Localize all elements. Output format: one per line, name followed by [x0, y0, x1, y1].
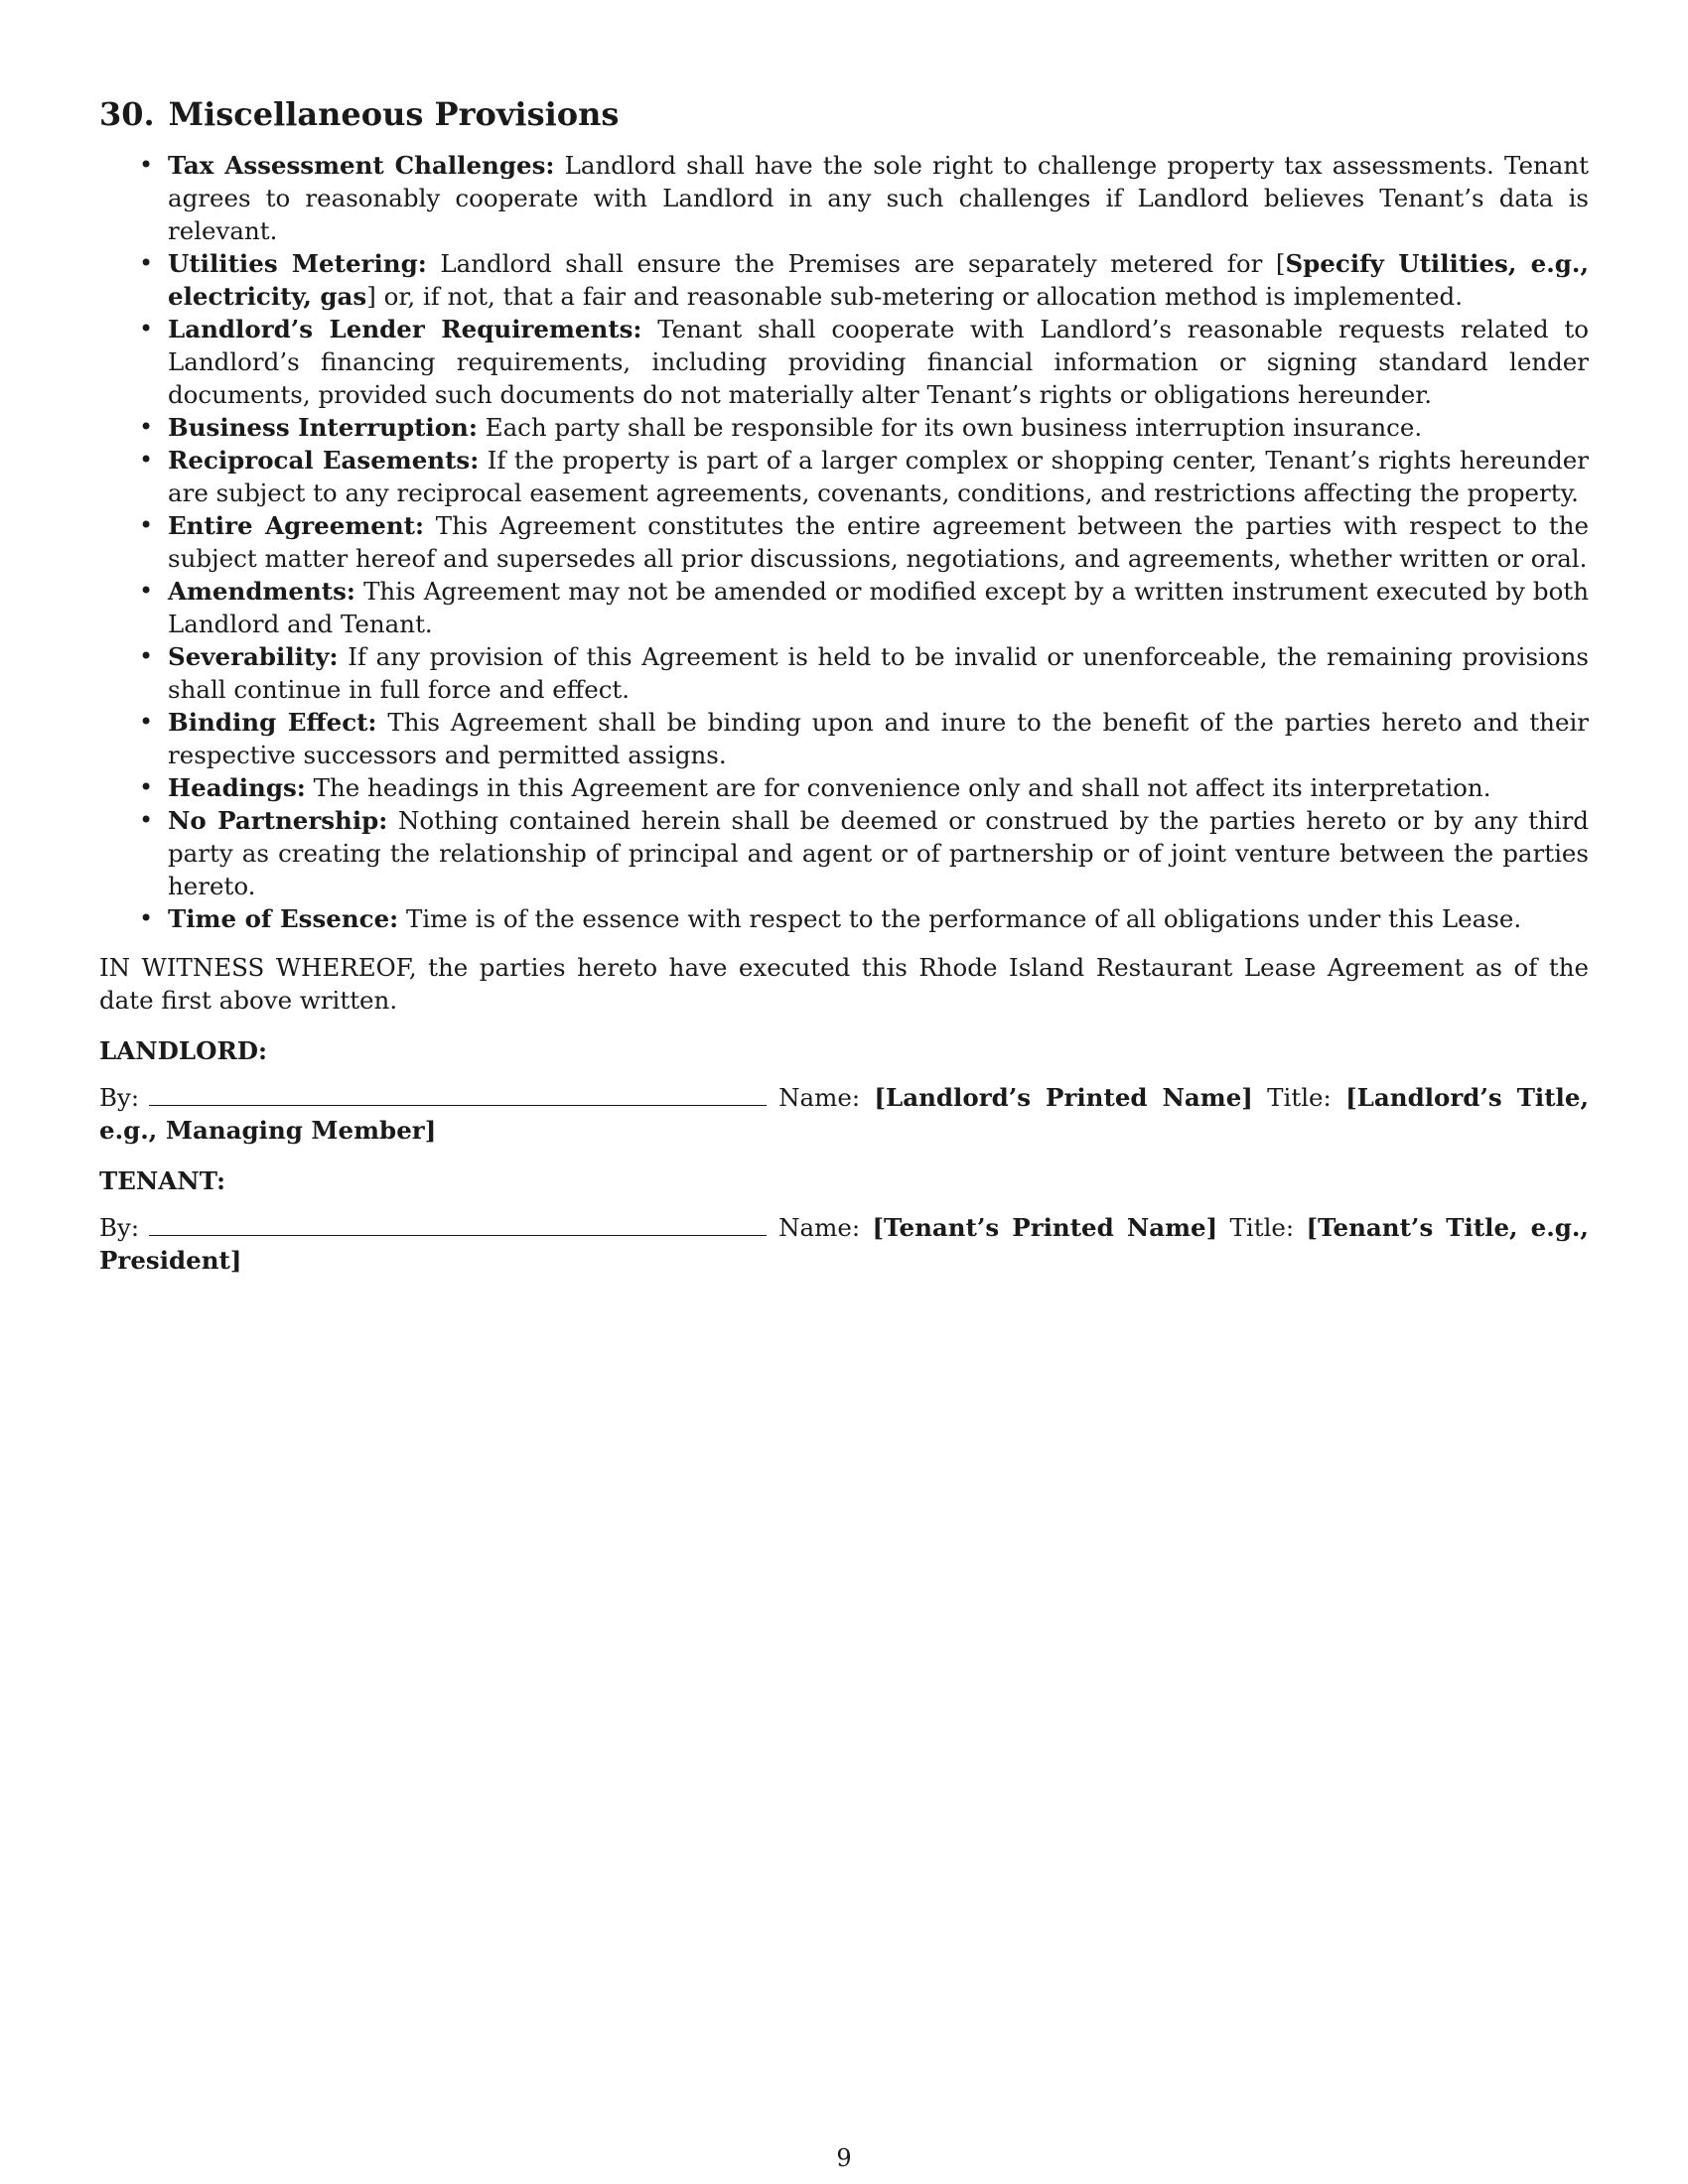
provision-text: If any provision of this Agreement is held to be invalid or unenforceable, the remaining provisions shall continue in full force and effect.: [168, 642, 1589, 705]
tenant-signature-block: [99, 1211, 1589, 1277]
provision-text: Tenant shall cooperate with Landlord’s reasonable requests related to Landlord’s financing requirements, including providing financial information or signing standard lender documents, provided such documents do not materially alter Tenant’s rights or obligations hereunder.: [168, 315, 1589, 410]
provision-label: Binding Effect:: [168, 708, 377, 738]
provision-text: If the property is part of a larger complex or shopping center, Tenant’s rights hereunder are subject to any reciprocal easement agreements, covenants, conditions, and restrictions affecting the property.: [168, 446, 1589, 508]
landlord-title-value: [Landlord’s Title, e.g., Managing Member]: [99, 1083, 1589, 1146]
tenant-signature-line[interactable]: [149, 1213, 767, 1236]
bullet-icon: •: [139, 446, 154, 475]
bullet-icon: •: [139, 413, 154, 442]
provision-text: This Agreement shall be binding upon and inure to the benefit of the parties hereto and their respective successors and permitted assigns.: [168, 708, 1589, 770]
landlord-heading: LANDLORD:: [99, 1036, 268, 1066]
bullet-icon: •: [139, 642, 154, 671]
provision-entire-agreement: [99, 509, 1589, 575]
provisions-list: [99, 149, 1589, 935]
provision-lender-requirements: [99, 313, 1589, 411]
provision-no-partnership: [99, 804, 1589, 902]
provision-text: This Agreement constitutes the entire agreement between the parties with respect to the subject matter hereof and supersedes all prior discussions, negotiations, and agreements, whether written or oral.: [168, 511, 1590, 574]
provision-headings: [99, 771, 1589, 804]
provision-text: Landlord shall ensure the Premises are separately metered for [: [426, 249, 1286, 279]
provision-reciprocal-easements: [99, 444, 1589, 509]
landlord-name-label: Name:: [778, 1083, 861, 1113]
provision-text: Nothing contained herein shall be deemed or construed by the parties hereto or by any third party as creating the relationship of principal and agent or of partnership or of joint venture between the parties hereto.: [168, 806, 1589, 901]
bullet-icon: •: [139, 249, 154, 278]
tenant-title-value: [Tenant’s Title, e.g., President]: [99, 1213, 1589, 1276]
provision-label: Landlord’s Lender Requirements:: [168, 315, 642, 344]
provision-label: Business Interruption:: [168, 413, 478, 443]
section-title: Miscellaneous Provisions: [168, 95, 620, 133]
tenant-by-label: By:: [99, 1213, 140, 1243]
section-heading: [99, 95, 1589, 133]
provision-label: Time of Essence:: [168, 904, 399, 934]
tenant-title-label: Title:: [1229, 1213, 1295, 1243]
bullet-icon: •: [139, 511, 154, 540]
bullet-icon: •: [139, 315, 154, 343]
provision-label: Headings:: [168, 773, 306, 803]
provision-label: Amendments:: [168, 577, 355, 607]
tenant-name-label: Name:: [778, 1213, 861, 1243]
bullet-icon: •: [139, 904, 154, 933]
provision-text: The headings in this Agreement are for convenience only and shall not affect its interpretation.: [305, 773, 1491, 803]
provision-text: Time is of the essence with respect to the performance of all obligations under this Lease.: [398, 904, 1522, 934]
provision-text: Landlord shall have the sole right to challenge property tax assessments. Tenant agrees to reasonably cooperate with Landlord in any such challenges if Landlord believes Tenant’s data is relevant.: [168, 151, 1589, 246]
tenant-heading: TENANT:: [99, 1166, 226, 1196]
provision-time-of-essence: [99, 902, 1589, 935]
provision-text: ] or, if not, that a fair and reasonable sub-metering or allocation method is implemented.: [366, 282, 1464, 312]
bullet-icon: •: [139, 151, 154, 180]
provision-label: Entire Agreement:: [168, 511, 425, 541]
bullet-icon: •: [139, 577, 154, 606]
provision-utilities-metering: [99, 247, 1589, 313]
bullet-icon: •: [139, 708, 154, 737]
provision-amendments: [99, 575, 1589, 640]
bullet-icon: •: [139, 806, 154, 835]
landlord-name-value: [Landlord’s Printed Name]: [874, 1083, 1253, 1113]
provision-label: Reciprocal Easements:: [168, 446, 480, 476]
provision-business-interruption: [99, 411, 1589, 444]
section-number: 30.: [99, 95, 155, 133]
landlord-title-label: Title:: [1267, 1083, 1332, 1113]
document-page: [99, 95, 1589, 1277]
provision-label: No Partnership:: [168, 806, 388, 836]
provision-text: This Agreement may not be amended or modified except by a written instrument executed by both Landlord and Tenant.: [168, 577, 1589, 639]
witness-statement: IN WITNESS WHEREOF, the parties hereto have executed this Rhode Island Restaurant Lease Agreement as of the date first above written.: [99, 953, 1589, 1016]
landlord-by-label: By:: [99, 1083, 140, 1113]
provision-tax-assessment: [99, 149, 1589, 247]
provision-binding-effect: [99, 706, 1589, 771]
provision-label: Severability:: [168, 642, 339, 672]
provision-label: Utilities Metering:: [168, 249, 427, 279]
landlord-signature-block: [99, 1081, 1589, 1147]
landlord-signature-line[interactable]: [149, 1083, 767, 1106]
provision-text: Each party shall be responsible for its own business interruption insurance.: [477, 413, 1423, 443]
tenant-name-value: [Tenant’s Printed Name]: [872, 1213, 1218, 1243]
provision-label: Tax Assessment Challenges:: [168, 151, 555, 181]
provision-severability: [99, 640, 1589, 706]
bullet-icon: •: [139, 773, 154, 802]
page-number: 9: [836, 2144, 852, 2172]
utilities-placeholder: Specify Utilities, e.g., electricity, gas: [168, 249, 1589, 312]
